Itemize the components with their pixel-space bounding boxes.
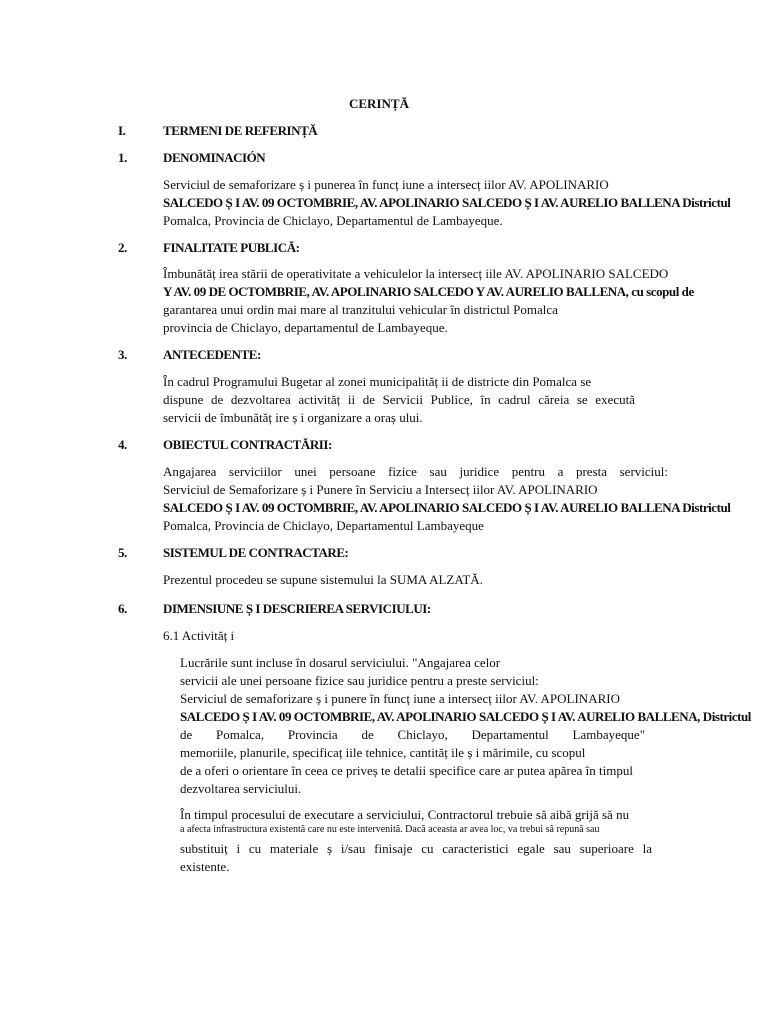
paragraph-line: Y AV. 09 DE OCTOMBRIE, AV. APOLINARIO SALCEDO Y AV. AURELIO BALLENA, cu scopul de [163,284,694,299]
paragraph-line: memoriile, planurile, specificaț iile tehnice, cantităț ile ș i mărimile, cu scopul [180,745,586,760]
paragraph-line: În cadrul Programului Bugetar al zonei municipalităț ii de districte din Pomalca se [163,374,592,389]
paragraph-line: Serviciul de semaforizare ș i punere în funcț iune a intersecț iilor AV. APOLINARIO [180,691,620,706]
section-heading: FINALITATE PUBLICĂ: [163,240,300,255]
paragraph-line: servicii de îmbunătăț ire ș i organizare a oraș ului. [163,410,423,425]
paragraph-line: a afecta infrastructura existentă care nu este intervenită. Dacă aceasta ar avea loc, va trebui să repună sau [180,824,600,835]
paragraph-line: SALCEDO Ș I AV. 09 OCTOMBRIE, AV. APOLINARIO SALCEDO Ș I AV. AURELIO BALLENA Districtul [163,500,731,515]
section-heading: DENOMINACIÓN [163,150,266,165]
paragraph-line: existente. [180,859,230,874]
section-heading: DIMENSIUNE Ș I DESCRIEREA SERVICIULUI: [163,601,431,616]
paragraph-line: de a oferi o orientare în ceea ce priveș te detalii specifice care ar putea apărea în timpul [180,763,633,778]
paragraph-line: În timpul procesului de executare a serviciului, Contractorul trebuie să aibă grijă să nu [180,807,630,822]
paragraph-line: dispune de dezvoltarea activităț ii de Servicii Publice, în cadrul căreia se execută [163,392,635,407]
paragraph-line: dezvoltarea serviciului. [180,781,302,796]
paragraph-line: garantarea unui ordin mai mare al tranzitului vehicular în districtul Pomalca [163,302,558,317]
subsection-heading: 6.1 Activităț i [163,628,235,643]
section-heading: OBIECTUL CONTRACTĂRII: [163,437,332,452]
paragraph-line: de Pomalca, Provincia de Chiclayo, Departamentul Lambayeque" [180,727,645,742]
paragraph-line: Lucrările sunt incluse în dosarul serviciului. "Angajarea celor [180,655,501,670]
clipped-line-container [180,708,768,726]
section-heading: TERMENI DE REFERINȚĂ [163,123,318,138]
paragraph-line: Serviciul de semaforizare ș i punerea în funcț iune a intersecț iilor AV. APOLINARIO [163,177,609,192]
paragraph-line: substituiț i cu materiale ș i/sau finisaje cu caracteristici egale sau superioare la [180,841,652,856]
paragraph-line: servicii ale unei persoane fizice sau juridice pentru a preste serviciul: [180,673,539,688]
section-number: 1. [118,150,127,165]
paragraph-line: SALCEDO Ș I AV. 09 OCTOMBRIE, AV. APOLINARIO SALCEDO Ș I AV. AURELIO BALLENA, Districtul [180,709,751,724]
paragraph-line: provincia de Chiclayo, departamentul de Lambayeque. [163,320,448,335]
section-number: 6. [118,601,127,616]
paragraph-line: Serviciul de Semaforizare ș i Punere în Serviciu a Intersecț iilor AV. APOLINARIO [163,482,598,497]
section-number: 4. [118,437,127,452]
paragraph-line: Îmbunătăț irea stării de operativitate a vehiculelor la intersecț iile AV. APOLINARIO SALCEDO [163,266,669,281]
section-heading: ANTECEDENTE: [163,347,261,362]
paragraph-line: Pomalca, Provincia de Chiclayo, Departamentul Lambayeque [163,518,484,533]
section-number: 3. [118,347,127,362]
section-heading: SISTEMUL DE CONTRACTARE: [163,545,349,560]
paragraph-line: Pomalca, Provincia de Chiclayo, Departamentul de Lambayeque. [163,213,503,228]
document-title: CERINȚĂ [349,96,409,111]
section-number: I. [118,123,126,138]
paragraph-line: Angajarea serviciilor unei persoane fizice sau juridice pentru a presta serviciul: [163,464,668,479]
section-number: 5. [118,545,127,560]
paragraph-line: SALCEDO Ș I AV. 09 OCTOMBRIE, AV. APOLINARIO SALCEDO Ș I AV. AURELIO BALLENA Districtul [163,195,731,210]
section-number: 2. [118,240,127,255]
paragraph-line: Prezentul procedeu se supune sistemului la SUMA ALZATĂ. [163,572,483,587]
